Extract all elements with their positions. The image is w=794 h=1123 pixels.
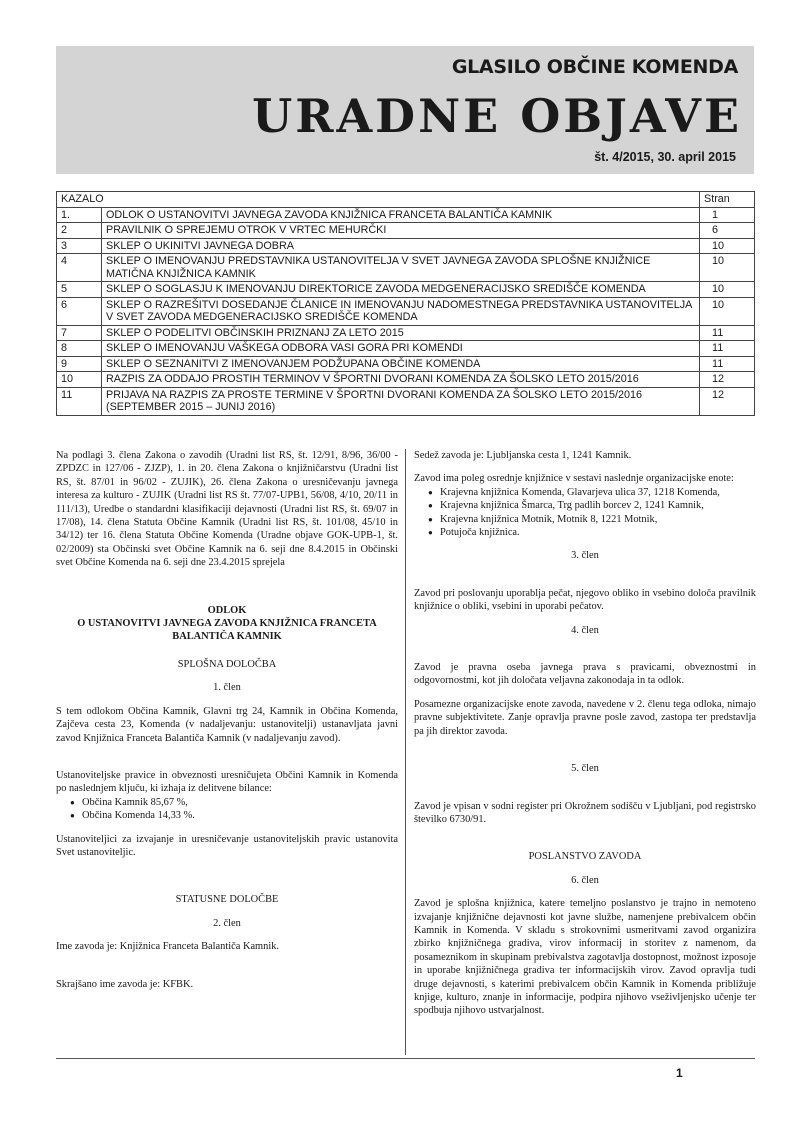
toc-item-number: 7 — [57, 325, 102, 341]
table-row — [57, 356, 755, 372]
table-row — [57, 223, 755, 239]
toc-item-number: 6 — [57, 297, 102, 325]
article-1-text: S tem odlokom Občina Kamnik, Glavni trg 24, Kamnik in Občina Komenda, Zajčeva cesta 23, Komenda (v nadaljevanju: ustanovitelji) ustanavljata javni zavod Knjižnica Franceta Balantiča Kamnik (v nadaljevanju zavod). — [56, 705, 398, 744]
issue-info: št. 4/2015, 30. april 2015 — [594, 150, 736, 164]
footer-rule — [56, 1058, 755, 1059]
toc-item-page: 1 — [700, 207, 755, 223]
article-6-heading: 6. člen — [571, 874, 599, 886]
table-row — [57, 282, 755, 298]
article-4-text-2: Posamezne organizacijske enote zavoda, navedene v 2. členu tega odloka, nimajo pravne subjektivitete. Zanje opravlja pravne posle zavod, zastopa ter predstavlja pa jih direktor zavoda. — [414, 698, 756, 737]
article-5-text: Zavod je vpisan v sodni register pri Okrožnem sodišču v Ljubljani, pod registrsko številko 6730/91. — [414, 800, 756, 825]
decree-subtitle: O USTANOVITVI JAVNEGA ZAVODA KNJIŽNICA FRANCETA BALANTIČA KAMNIK — [77, 618, 377, 643]
name-text: Ime zavoda je: Knjižnica Franceta Balantiča Kamnik. — [56, 941, 280, 953]
toc-item-number: 10 — [57, 372, 102, 388]
toc-header-page: Stran — [700, 192, 755, 208]
toc-item-number: 1. — [57, 207, 102, 223]
toc-item-page: 11 — [700, 356, 755, 372]
section-heading-general: SPLOŠNA DOLOČBA — [177, 658, 277, 670]
list-item: ● Občina Kamnik 85,67 %, — [82, 796, 398, 809]
toc-item-title: SKLEP O PODELITVI OBČINSKIH PRIZNANJ ZA LETO 2015 — [102, 325, 700, 341]
toc-item-title: SKLEP O SEZNANITVI Z IMENOVANJEM PODŽUPANA OBČINE KOMENDA — [102, 356, 700, 372]
list-item: ● Potujoča knjižnica. — [440, 526, 756, 539]
table-row — [57, 238, 755, 254]
shares-list — [56, 796, 398, 823]
table-row — [57, 207, 755, 223]
article-6-text: Zavod je splošna knjižnica, katere temeljno poslanstvo je trajno in nemoteno izvajanje knjižnične dejavnosti kot javne službe, namenjene prebivalcem občin Kamnik in Komenda. V skladu s strokovnimi usmeritvami zavod organizira zbirko knjižničnega gradiva, virov informacij in storitev z namenom, da posameznikom in skupinam prebivalstva zagotavlja dostopnost, možnost izposoje in uporabe knjižničnega gradiva ter informacijskih virov. Zavod opravlja tudi druge dejavnosti, s katerimi prebivalcem občin Kamnik in Komenda približuje knjige, kulturo, znanje in informacije, podpira njihovo vseživljenjsko učenje ter spodbuja njihovo ustvarjalnost. — [414, 898, 756, 1017]
toc-body — [57, 207, 755, 415]
toc-item-title: ODLOK O USTANOVITVI JAVNEGA ZAVODA KNJIŽNICA FRANCETA BALANTIČA KAMNIK — [102, 207, 700, 223]
seat-text: Sedež zavoda je: Ljubljanska cesta 1, 1241 Kamnik. — [414, 450, 632, 461]
toc-item-page: 11 — [700, 325, 755, 341]
article-3-text: Zavod pri poslovanju uporablja pečat, njegovo obliko in vsebino določa pravilnik knjižnice o obliki, vsebini in uporabi pečatov. — [414, 587, 756, 613]
short-name-text: Skrajšano ime zavoda je: KFBK. — [56, 978, 194, 990]
article-3-heading: 3. člen — [571, 550, 599, 562]
toc-item-title: PRAVILNIK O SPREJEMU OTROK V VRTEC MEHURČKI — [102, 223, 700, 239]
toc-item-number: 5 — [57, 282, 102, 298]
list-item: ● Krajevna knjižnica Motnik, Motnik 8, 1221 Motnik, — [440, 513, 756, 526]
toc-header-label: KAZALO — [57, 192, 700, 208]
list-item: ● Krajevna knjižnica Šmarca, Trg padlih borcev 2, 1241 Kamnik, — [440, 499, 756, 512]
toc-item-page: 10 — [700, 238, 755, 254]
toc-item-page: 11 — [700, 341, 755, 357]
article-2-heading: 2. člen — [213, 917, 241, 929]
masthead — [56, 46, 754, 174]
toc-item-number: 3 — [57, 238, 102, 254]
page-number: 1 — [676, 1066, 683, 1080]
article-1-heading: 1. člen — [213, 682, 241, 694]
toc-item-number: 4 — [57, 254, 102, 282]
toc-item-title: SKLEP O UKINITVI JAVNEGA DOBRA — [102, 238, 700, 254]
column-divider — [405, 449, 406, 1055]
left-column — [56, 449, 398, 1001]
toc-item-page: 10 — [700, 254, 755, 282]
toc-item-title: RAZPIS ZA ODDAJO PROSTIH TERMINOV V ŠPORTNI DVORANI KOMENDA ZA ŠOLSKO LETO 2015/2016 — [102, 372, 700, 388]
founders-rights-text: Ustanoviteljske pravice in obveznosti uresničujeta Občini Kamnik in Komenda po naslednjem ključu, ki izhaja iz delitvene bilance: — [56, 769, 398, 795]
toc-item-number: 2 — [57, 223, 102, 239]
toc-item-page: 12 — [700, 387, 755, 415]
toc-header-row — [57, 192, 755, 208]
table-row — [57, 297, 755, 325]
table-row — [57, 387, 755, 415]
toc-item-title: SKLEP O RAZREŠITVI DOSEDANJE ČLANICE IN IMENOVANJU NADOMESTNEGA PREDSTAVNIKA USTANOVITELJA V SVET ZAVODA MEDGENERACIJSKO SREDIŠČE KOMENDA — [102, 297, 700, 325]
list-item: ● Krajevna knjižnica Komenda, Glavarjeva ulica 37, 1218 Komenda, — [440, 486, 756, 499]
masthead-title: URADNE OBJAVE — [252, 89, 742, 143]
list-item: ● Občina Komenda 14,33 %. — [82, 809, 398, 822]
article-4-heading: 4. člen — [571, 624, 599, 636]
toc-item-number: 11 — [57, 387, 102, 415]
preamble: Na podlagi 3. člena Zakona o zavodih (Uradni list RS, št. 12/91, 8/96, 36/00 - ZPDZC in 127/06 - ZJZP), 1. in 20. člena Zakona o knjižničarstvu (Uradni list RS, št. 87/01 in 96/02 - ZUJIK), 26. člena Zakona o uresničevanju javnega interesa za kulturo - ZUJIK (Uradni list RS št. 77/07-UPB1, 56/08, 4/10, 20/11 in 111/13), Uredbe o standardni klasifikaciji dejavnosti (Uradni list RS, št. 69/07 in 17/08), 14. člena Statuta Občine Kamnik (Uradni list RS, št. 101/08, 45/10 in 34/12) ter 16. člena Statuta Občine Komenda (Uradne objave GOK-UPB-1, št. 02/2009) sta Občinski svet Občine Kamnik na 6. seji dne 8.4.2015 in Občinski svet Občine Komenda na 6. seji dne 23.4.2015 sprejela — [56, 450, 398, 569]
toc-item-page: 10 — [700, 297, 755, 325]
section-heading-mission: POSLANSTVO ZAVODA — [528, 851, 642, 863]
section-heading-status: STATUSNE DOLOČBE — [175, 894, 279, 906]
article-4-text: Zavod je pravna oseba javnega prava s pravicami, obveznostmi in odgovornostmi, kot jih določata veljavna zakonodaja in ta odlok. — [414, 662, 756, 687]
toc-item-title: SKLEP O IMENOVANJU PREDSTAVNIKA USTANOVITELJA V SVET JAVNEGA ZAVODA SPLOŠNE KNJIŽNICE MATIČNA KNJIŽNICA KAMNIK — [102, 254, 700, 282]
article-5-heading: 5. člen — [571, 763, 599, 775]
toc-item-number: 9 — [57, 356, 102, 372]
toc-item-title: PRIJAVA NA RAZPIS ZA PROSTE TERMINE V ŠPORTNI DVORANI KOMENDA ZA ŠOLSKO LETO 2015/2016 (SEPTEMBER 2015 – JUNIJ 2016) — [102, 387, 700, 415]
toc-item-number: 8 — [57, 341, 102, 357]
table-row — [57, 341, 755, 357]
toc-item-page: 12 — [700, 372, 755, 388]
table-row — [57, 254, 755, 282]
units-intro: Zavod ima poleg osrednje knjižnice v sestavi naslednje organizacijske enote: — [414, 473, 734, 485]
units-list — [414, 486, 756, 540]
toc-item-page: 10 — [700, 282, 755, 298]
table-row — [57, 325, 755, 341]
council-text: Ustanoviteljici za izvajanje in uresničevanje ustanoviteljskih pravic ustanovita Svet ustanoviteljic. — [56, 833, 398, 858]
toc-item-page: 6 — [700, 223, 755, 239]
right-column — [414, 449, 756, 1028]
table-row — [57, 372, 755, 388]
table-of-contents — [56, 191, 755, 416]
masthead-subtitle: GLASILO OBČINE KOMENDA — [451, 56, 738, 78]
toc-item-title: SKLEP O SOGLASJU K IMENOVANJU DIREKTORICE ZAVODA MEDGENERACIJSKO SREDIŠČE KOMENDA — [102, 282, 700, 298]
decree-title: ODLOK — [207, 604, 247, 616]
toc-item-title: SKLEP O IMENOVANJU VAŠKEGA ODBORA VASI GORA PRI KOMENDI — [102, 341, 700, 357]
